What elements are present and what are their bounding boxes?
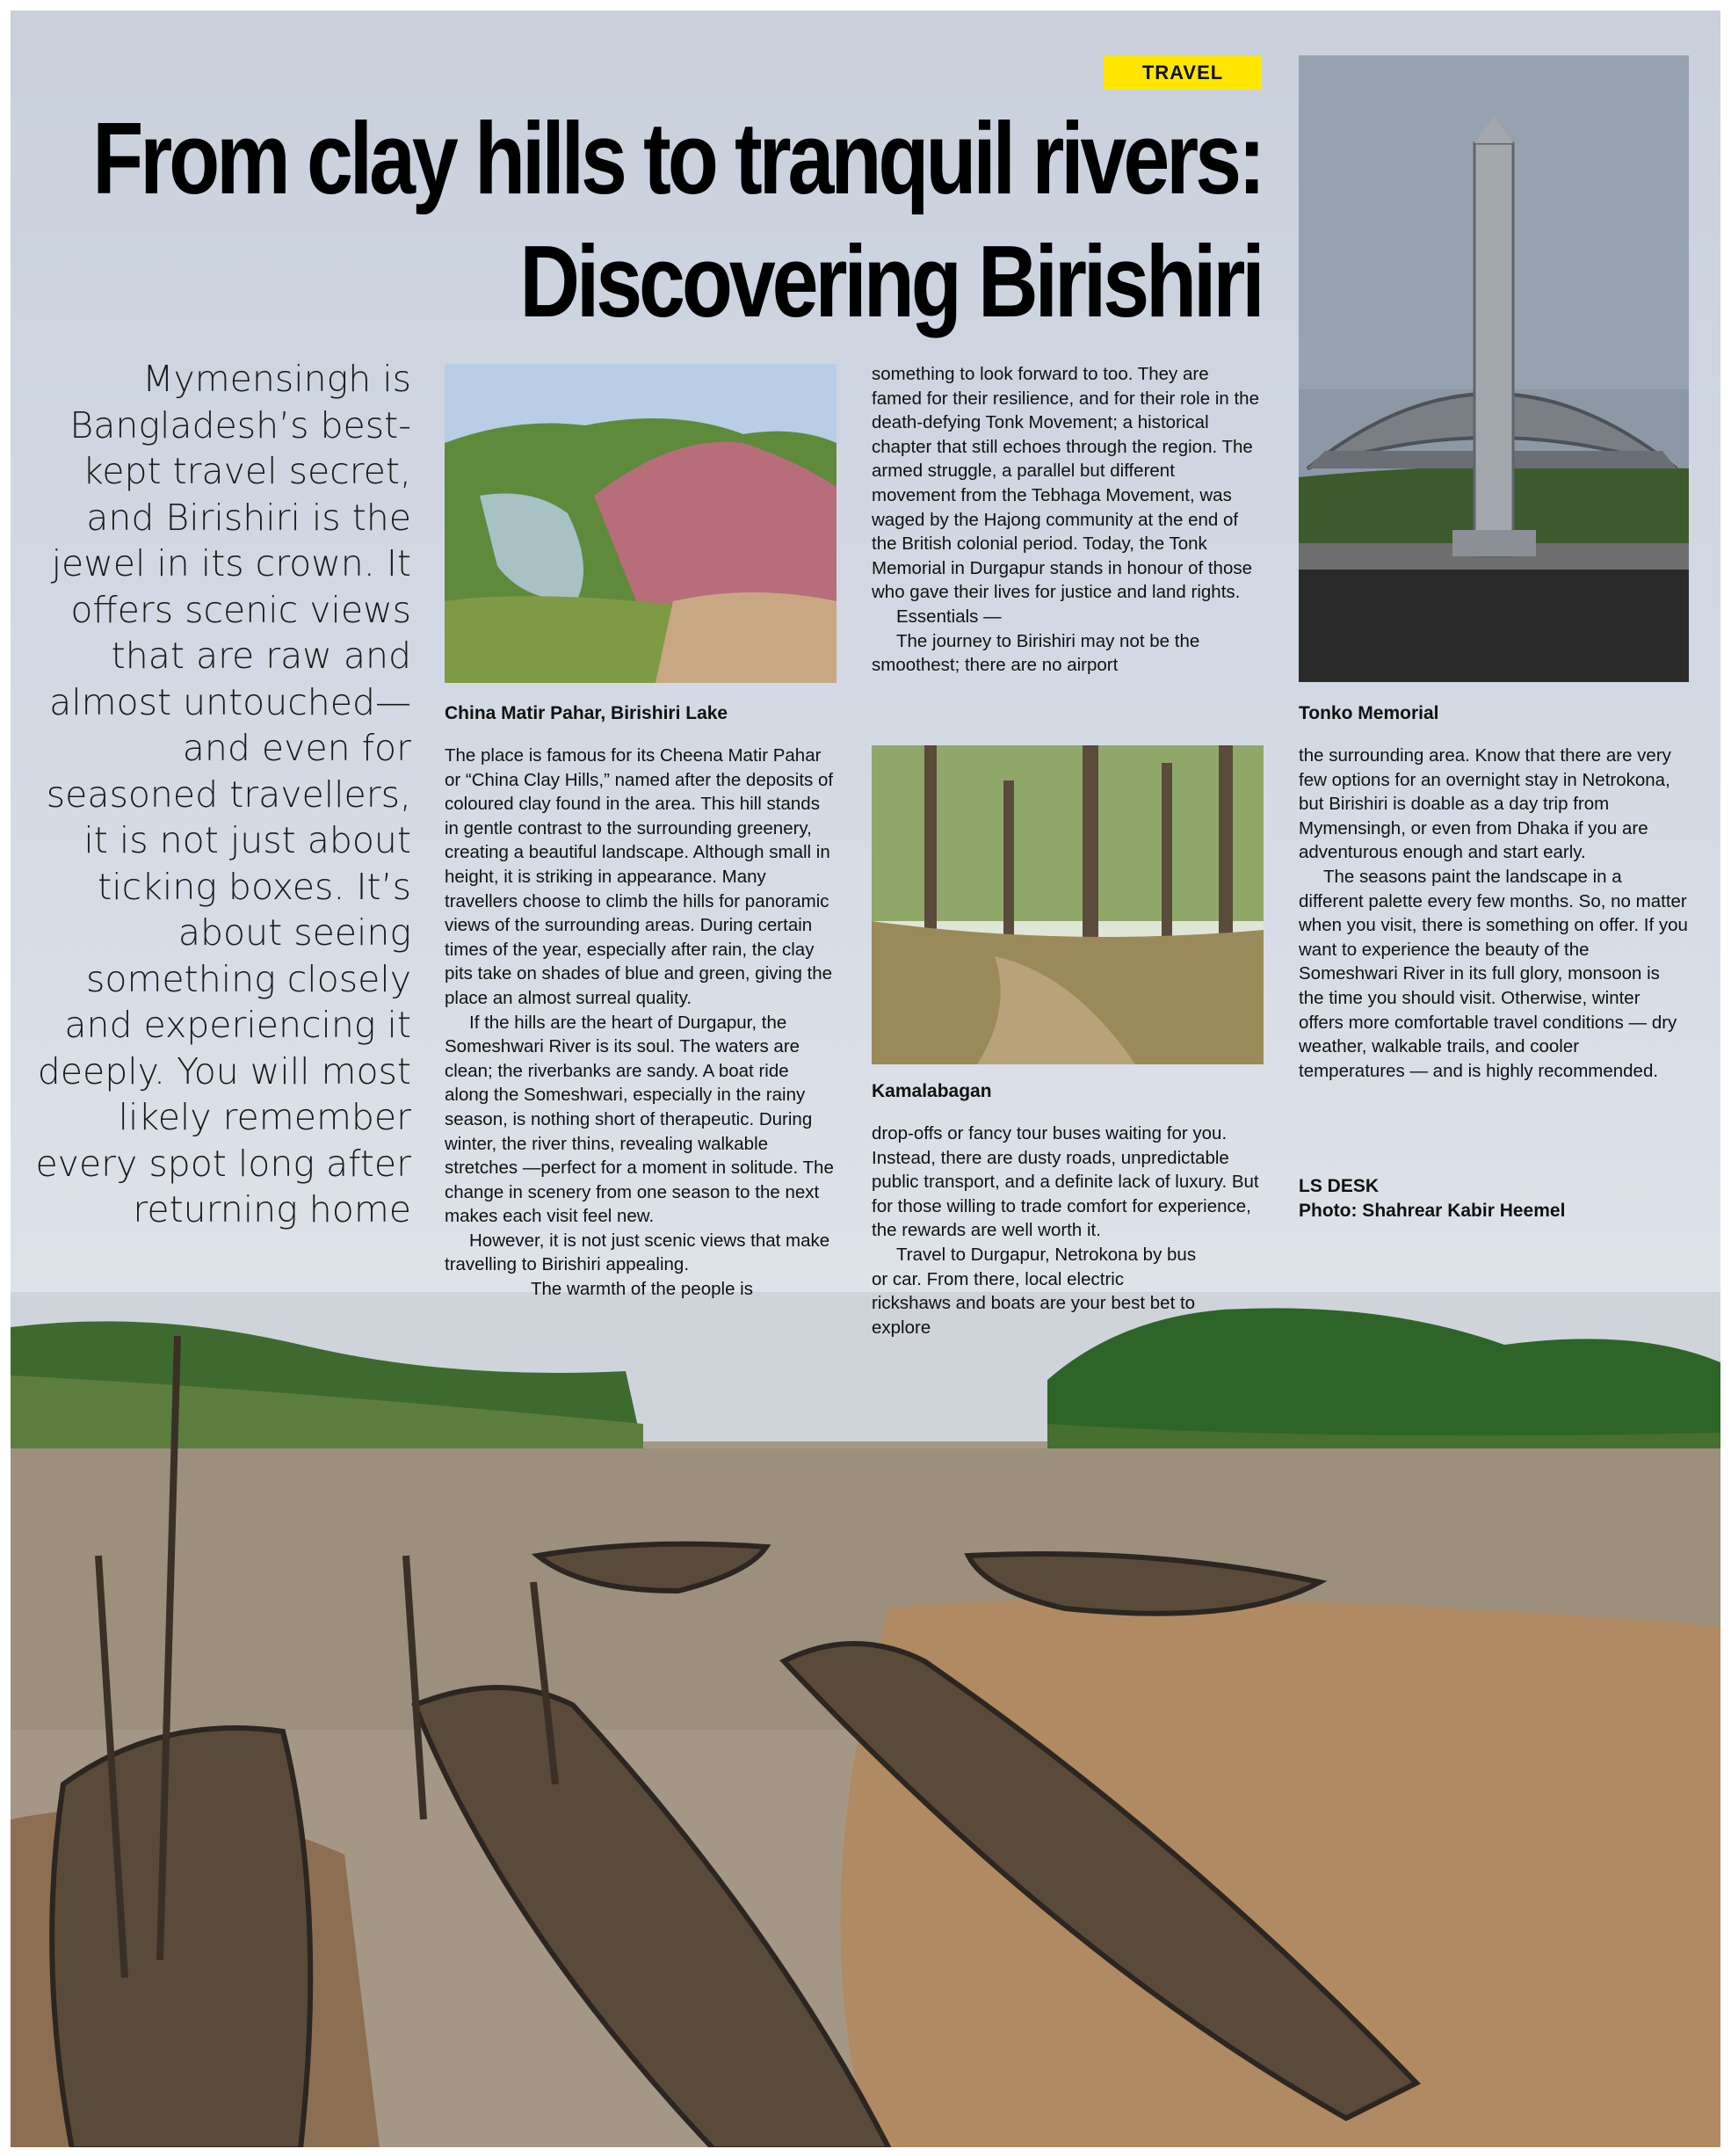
caption-china-matir-pahar: China Matir Pahar, Birishiri Lake <box>445 703 728 723</box>
body-paragraph: drop-offs or fancy tour buses waiting for you. Instead, there are dusty roads, unpredictable public transport, and a definite lack of luxury. But for those willing to trade comfort for experience, the rewards are well worth it. <box>872 1123 1259 1241</box>
china-matir-pahar-photo <box>445 364 837 683</box>
caption-kamalabagan: Kamalabagan <box>872 1081 992 1101</box>
body-column-2-bottom <box>872 1122 1264 1339</box>
body-paragraph: The journey to Birishiri may not be the smoothest; there are no airport <box>872 630 1200 676</box>
section-tag: TRAVEL <box>1104 55 1262 90</box>
headline-line-2: Discovering Birishiri <box>519 224 1262 338</box>
body-paragraph: The warmth of the people is <box>531 1279 753 1300</box>
body-paragraph: If the hills are the heart of Durgapur, the Someshwari River is its soul. The waters are clean; the riverbanks are sandy. A boat ride along the Someshwari, especially in the rainy season, is nothing short of therapeutic. During winter, the river thins, revealing walkable stretches —perfect for a moment in solitude. The change in scenery from one season to the next makes each visit feel new. <box>445 1012 834 1227</box>
body-paragraph: The seasons paint the landscape in a different palette every few months. So, no matter when you visit, there is something on offer. If you want to experience the beauty of the Someshwari River in its full glory, monsoon is the time you should visit. Otherwise, winter offers more comfortable travel conditions — dry weather, walkable trails, and cooler temperatures — and is highly recommended. <box>1299 866 1688 1081</box>
page-margin-left <box>0 0 11 2156</box>
body-paragraph: However, it is not just scenic views that make travelling to Birishiri appealing. <box>445 1230 830 1275</box>
page-margin-right <box>1720 0 1731 2156</box>
intro-pullquote: Mymensingh is Bangladesh’s best-kept travel secret, and Birishiri is the jewel in its crown. It offers scenic views that are raw and almost untouched—and even for seasoned travellers, it is not just about ticking boxes. It’s about seeing something closely and experiencing it deeply. You will most likely remember every spot long after returning home <box>35 358 411 1230</box>
byline-photo-credit: Photo: Shahrear Kabir Heemel <box>1299 1201 1566 1221</box>
byline <box>1299 1174 1565 1223</box>
body-subhead-essentials: Essentials — <box>896 606 1002 627</box>
body-column-1 <box>445 744 837 1302</box>
body-paragraph: The place is famous for its Cheena Matir Pahar or “China Clay Hills,” named after the deposits of coloured clay found in the area. This hill stands in gentle contrast to the surrounding greenery, creating a beautiful landscape. Although small in height, it is striking in appearance. Many travellers choose to climb the hills for panoramic views of the surrounding areas. During certain times of the year, especially after rain, the clay pits take on shades of blue and green, giving the place an almost surreal quality. <box>445 745 834 1008</box>
body-paragraph: the surrounding area. Know that there are very few options for an overnight stay in Netrokona, but Birishiri is doable as a day trip from Mymensingh, or even from Dhaka if you are adventurous enough and start early. <box>1299 745 1671 863</box>
river-boats-photo <box>11 1292 1720 2149</box>
tonko-memorial-photo <box>1299 55 1689 682</box>
headline-line-1: From clay hills to tranquil rivers: <box>91 101 1262 215</box>
body-column-2-top <box>872 362 1264 678</box>
byline-desk: LS DESK <box>1299 1176 1380 1196</box>
kamalabagan-photo <box>872 745 1264 1064</box>
caption-tonko-memorial: Tonko Memorial <box>1299 703 1439 723</box>
body-column-3 <box>1299 744 1689 1083</box>
body-paragraph: Travel to Durgapur, Netrokona by bus or car. From there, local electric rickshaws and boats are your best bet to explore <box>872 1244 1197 1338</box>
body-paragraph: something to look forward to too. They are famed for their resilience, and for their role in the death-defying Tonk Movement; a historical chapter that still echoes through the region. The armed struggle, a parallel but different movement from the Tebhaga Movement, was waged by the Hajong community at the end of the British colonial period. Today, the Tonk Memorial in Durgapur stands in honour of those who gave their lives for justice and land rights. <box>872 364 1259 603</box>
